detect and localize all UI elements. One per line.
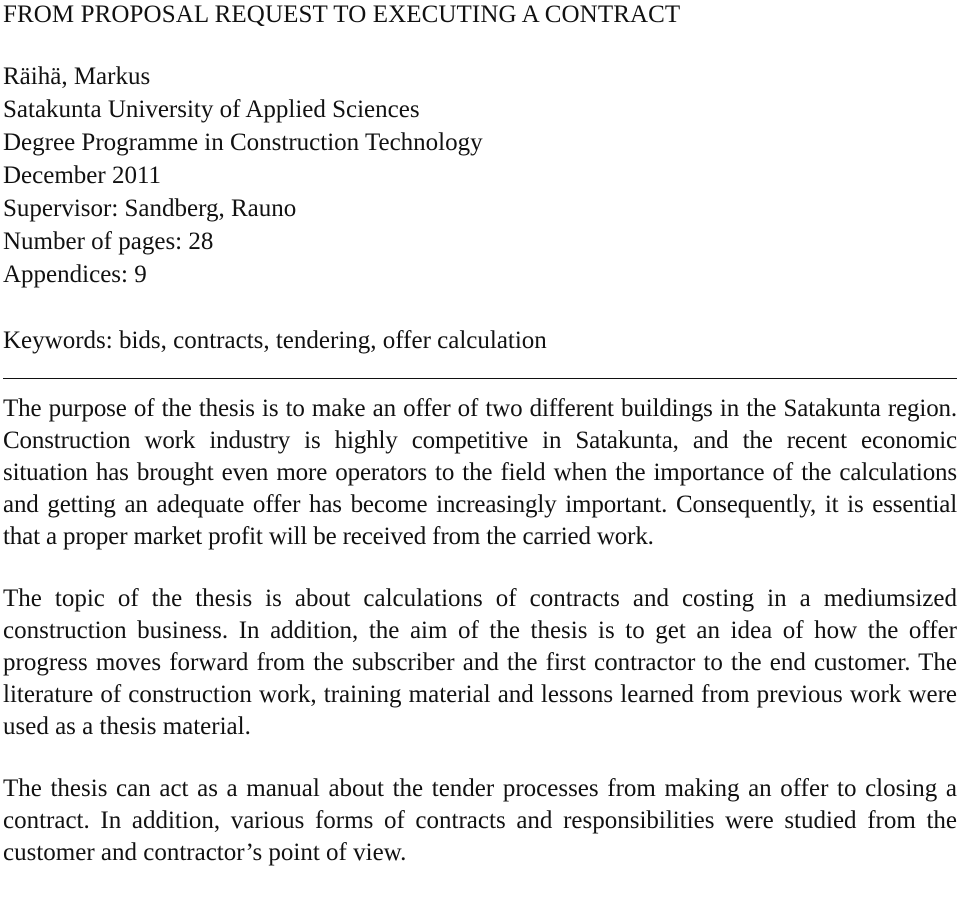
- author: Räihä, Markus: [3, 63, 151, 90]
- document-title: FROM PROPOSAL REQUEST TO EXECUTING A CONTRACT: [3, 1, 681, 28]
- supervisor: Supervisor: Sandberg, Rauno: [3, 195, 297, 222]
- degree-programme: Degree Programme in Construction Technology: [3, 129, 483, 156]
- keywords: Keywords: bids, contracts, tendering, offer calculation: [3, 327, 547, 354]
- appendices: Appendices: 9: [3, 261, 147, 288]
- abstract-paragraph-2: The topic of the thesis is about calculations of contracts and costing in a mediumsized construction business. In addition, the aim of the thesis is to get an idea of how the offer progress moves forward from the subscriber and the first contractor to the end customer. The literature of construction work, training material and lessons learned from previous work were used as a thesis material.: [3, 585, 957, 740]
- date: December 2011: [3, 162, 162, 189]
- document-page: [3, 0, 957, 869]
- abstract-paragraph-1: The purpose of the thesis is to make an offer of two different buildings in the Satakunta region. Construction work industry is highly competitive in Satakunta, and the recent economic situation has brought even more operators to the field when the importance of the calculations and getting an adequate offer has become increasingly important. Consequently, it is essential that a proper market profit will be received from the carried work.: [3, 395, 957, 550]
- separator-line: [3, 378, 957, 379]
- page-count: Number of pages: 28: [3, 228, 214, 255]
- abstract-paragraph-3: The thesis can act as a manual about the tender processes from making an offer to closing a contract. In addition, various forms of contracts and responsibilities were studied from the customer and contractor’s point of view.: [3, 775, 957, 866]
- metadata-block: [3, 60, 957, 291]
- institution: Satakunta University of Applied Sciences: [3, 96, 420, 123]
